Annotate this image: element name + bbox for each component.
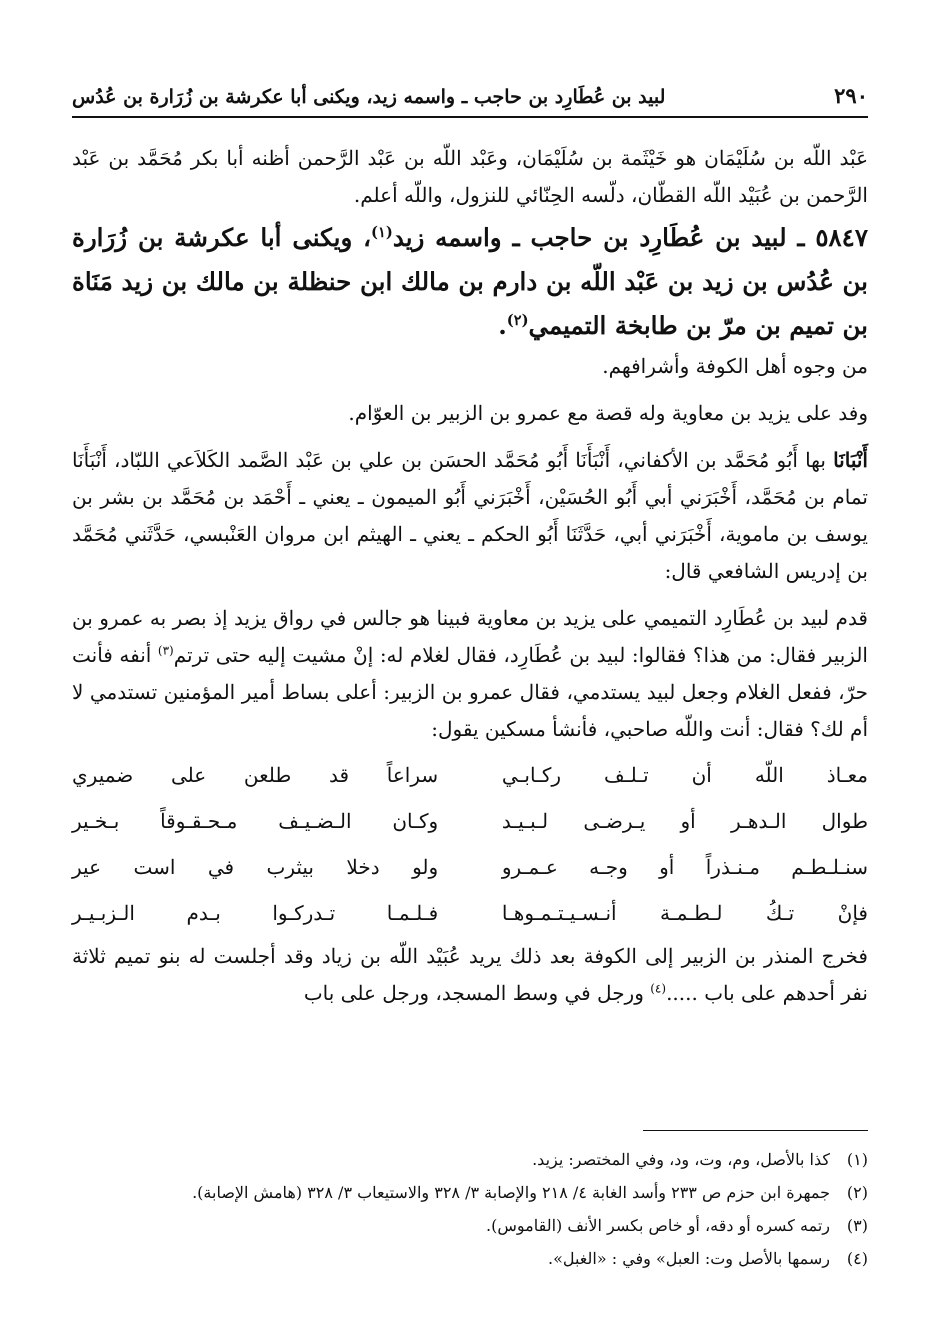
- poem-verse: [72, 752, 868, 798]
- entry-heading: [72, 216, 868, 348]
- poem-verse: [72, 890, 868, 936]
- footnote-number: (٤): [846, 1249, 868, 1268]
- poem-hemistich-first: فإنْ تـكُ لـطـمـة أنـسـيـتـمـوهـا: [501, 900, 868, 925]
- entry-heading-end: .: [498, 311, 507, 340]
- footnote-ref-4: (٤): [650, 981, 667, 996]
- entry-heading-part2: ، ويكنى أبا عكرشة بن زُرَارة بن عُدُس بن زيد بن عَبْد اللّه بن دارم بن مالك ابن حنظلة بن مالك بن زيد مَنَاة بن تميم بن مرّ بن طابخة التميمي: [72, 223, 868, 340]
- closing-paragraph: [72, 938, 868, 1012]
- poem-hemistich-first: سنـلـطـم مـنـذراً أو وجـه عـمـرو: [501, 854, 868, 879]
- closing-part2: ورجل في وسط المسجد، ورجل على باب: [303, 981, 651, 1005]
- footnote-text: جمهرة ابن حزم ص ٢٣٣ وأسد الغابة ٤/ ٢١٨ والإصابة ٣/ ٣٢٨ والاستيعاب ٣/ ٣٢٨ (هامش الإصابة).: [192, 1183, 830, 1202]
- closing-part1: فخرج المنذر بن الزبير إلى الكوفة بعد ذلك يريد عُبَيْد اللّه بن زياد وقد أجلست له بنو تميم ثلاثة نفر أحدهم على باب .....: [72, 944, 868, 1005]
- continuation-paragraph: عَبْد اللّه بن سُلَيْمَان هو خَيْثَمة بن سُلَيْمَان، وعَبْد اللّه بن عَبْد الرَّحمن أظنه أبا بكر مُحَمَّد بن عَبْد الرَّحمن بن عُبَيْد اللّه القطّان، دلّسه الحِنّائي للنزول، واللّه أعلم.: [72, 146, 868, 207]
- footnote: [72, 1209, 868, 1242]
- poem-hemistich-second: ولو دخلا بيثرب في است عير: [72, 854, 439, 879]
- poem-hemistich-second: سراعاً قد طلعن على ضميري: [72, 762, 439, 787]
- story-part2: أنفه فأنت حرّ، ففعل الغلام وجعل لبيد يستدمي، فقال عمرو بن الزبير: أعلى بساط أمير المؤمنين تستدمي لا أم لك؟ فقال: أنت واللّه صاحبي، فأنشأ مسكين يقول:: [72, 643, 868, 741]
- description-line-2: وفد على يزيد بن معاوية وله قصة مع عمرو بن الزبير بن العوّام.: [348, 401, 868, 425]
- footnote-divider: [643, 1130, 868, 1131]
- description-line-1: من وجوه أهل الكوفة وأشرافهم.: [602, 354, 868, 378]
- footnote-number: (٣): [846, 1216, 868, 1235]
- main-text: [72, 140, 868, 1012]
- isnad-paragraph: [72, 442, 868, 590]
- footnote-ref-3: (٣): [157, 643, 174, 658]
- footnote: [72, 1143, 868, 1176]
- running-title: لبيد بن عُطَارِد بن حاجب ـ واسمه زيد، ويكنى أبا عكرشة بن زُرَارة بن عُدُس: [72, 86, 666, 108]
- poem-hemistich-second: فـلـمـا تـدركـوا بـدم الـزبـيـر: [72, 900, 439, 925]
- isnad-lead-word: أَنْبَانَا: [833, 448, 868, 472]
- poem-hemistich-first: طوال الـدهـر أو يـرضـى لـبـيـد: [501, 808, 868, 833]
- page-number: ٢٩٠: [834, 83, 868, 108]
- footnote-ref-1: (١): [371, 223, 393, 241]
- poem-hemistich-second: وكـان الـضـيـف مـحـقـوقاً بـخـير: [72, 808, 439, 833]
- poem-verse: [72, 798, 868, 844]
- footnote-text: كذا بالأصل، وم، وت، ود، وفي المختصر: يزيد.: [532, 1150, 830, 1169]
- footnote: [72, 1242, 868, 1275]
- isnad-text: بها أَبُو مُحَمَّد بن الأكفاني، أَنْبَأَنَا أَبُو مُحَمَّد الحسَن بن علي بن عَبْد الصَّمد الكَلاَعي اللبّاد، أَنْبَأَنَا تمام بن مُحَمَّد، أَخْبَرَني أبي أَبُو الحُسَيْن، أَخْبَرَني أَبُو الميمون ـ يعني ـ أَحْمَد بن مُحَمَّد بن بشر بن يوسف بن ماموية، أَخْبَرَني أبي، حَدَّثَنَا أَبُو الحكم ـ يعني ـ الهيثم ابن مروان العَنْبسي، حَدَّثَني مُحَمَّد بن إدريس الشافعي قال:: [72, 448, 868, 583]
- footnote: [72, 1176, 868, 1209]
- footnotes: [72, 1143, 868, 1275]
- footnote-text: رسمها بالأصل وت: العبل» وفي : «الغبل».: [547, 1249, 830, 1268]
- poem-hemistich-first: معـاذ اللّه أن تـلـف ركـابـي: [501, 762, 868, 787]
- story-paragraph: [72, 600, 868, 748]
- footnote-number: (٢): [846, 1183, 868, 1202]
- entry-heading-part1: ٥٨٤٧ ـ لبيد بن عُطَارِد بن حاجب ـ واسمه زيد: [392, 223, 868, 252]
- poem-verse: [72, 844, 868, 890]
- footnote-text: رتمه كسره أو دقه، أو خاص بكسر الأنف (القاموس).: [486, 1216, 830, 1235]
- footnote-ref-2: (٢): [506, 311, 529, 329]
- footnote-number: (١): [846, 1150, 868, 1169]
- page-header: [72, 78, 868, 118]
- poem: [72, 752, 868, 936]
- story-part1: قدم لبيد بن عُطَارِد التميمي على يزيد بن معاوية فبينا هو جالس في رواق يزيد إذ بصر به عمرو بن الزبير فقال: من هذا؟ فقالوا: لبيد بن عُطَارِد، فقال لغلام له: إنْ مشيت إليه حتى ترتم: [72, 606, 868, 667]
